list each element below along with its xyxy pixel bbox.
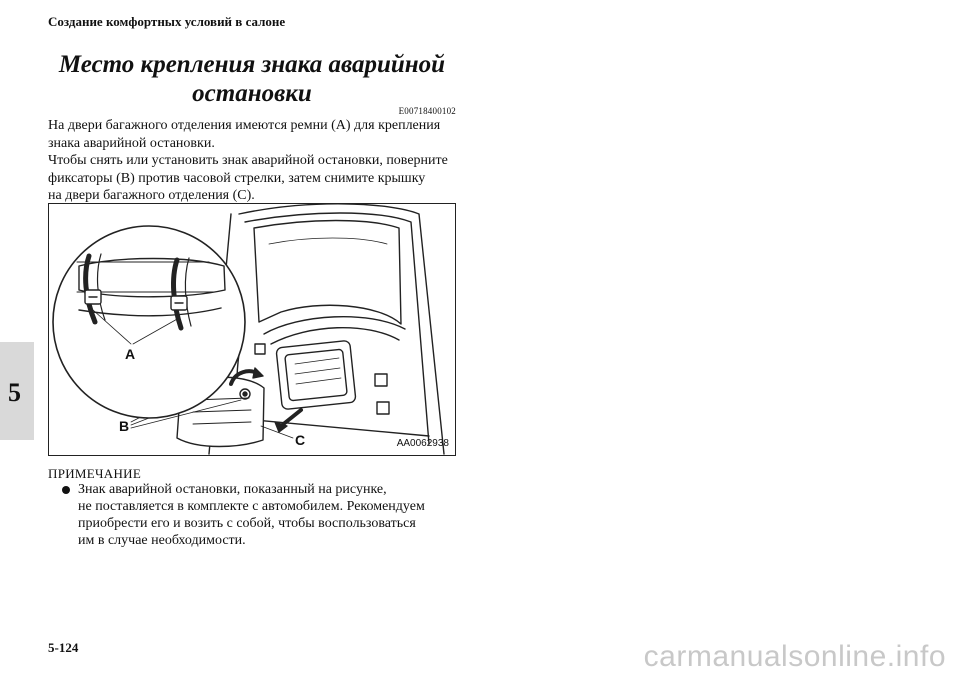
tailgate-illustration — [49, 204, 456, 456]
body-line: знака аварийной остановки. — [48, 135, 215, 151]
body-line: Чтобы снять или установить знак аварийной остановки, поверните — [48, 153, 448, 168]
note-line: Знак аварийной остановки, показанный на рисунке, — [78, 482, 387, 497]
label-a: A — [125, 346, 136, 362]
label-c: C — [295, 432, 306, 448]
body-line: на двери багажного отделения (C). — [48, 188, 255, 203]
chapter-number: 5 — [8, 378, 21, 407]
bullet-icon — [62, 486, 70, 494]
body-paragraph — [48, 117, 458, 205]
page-number: 5-124 — [48, 640, 79, 655]
section-title-line-2: остановки — [192, 80, 312, 107]
note-text — [78, 481, 425, 549]
figure-id: AA0062938 — [396, 438, 449, 449]
section-code: E00718400102 — [398, 106, 456, 116]
body-line: фиксаторы (B) против часовой стрелки, затем снимите крышку — [48, 170, 426, 186]
running-header: Создание комфортных условий в салоне — [48, 14, 286, 29]
note-line: приобрести его и возить с собой, чтобы воспользоваться — [78, 516, 416, 531]
label-b: B — [119, 418, 130, 434]
watermark: carmanualsonline.info — [643, 640, 946, 673]
chapter-tab — [0, 342, 34, 440]
note-line: им в случае необходимости. — [78, 533, 246, 548]
note-line: не поставляется в комплекте с автомобилем. Рекомендуем — [78, 499, 425, 514]
note-title: ПРИМЕЧАНИЕ — [48, 466, 142, 481]
section-title — [48, 50, 456, 108]
tailgate-figure — [48, 203, 456, 456]
section-title-line-1: Место крепления знака аварийной — [58, 51, 446, 78]
body-line: На двери багажного отделения имеются ремни (A) для крепления — [48, 118, 441, 133]
